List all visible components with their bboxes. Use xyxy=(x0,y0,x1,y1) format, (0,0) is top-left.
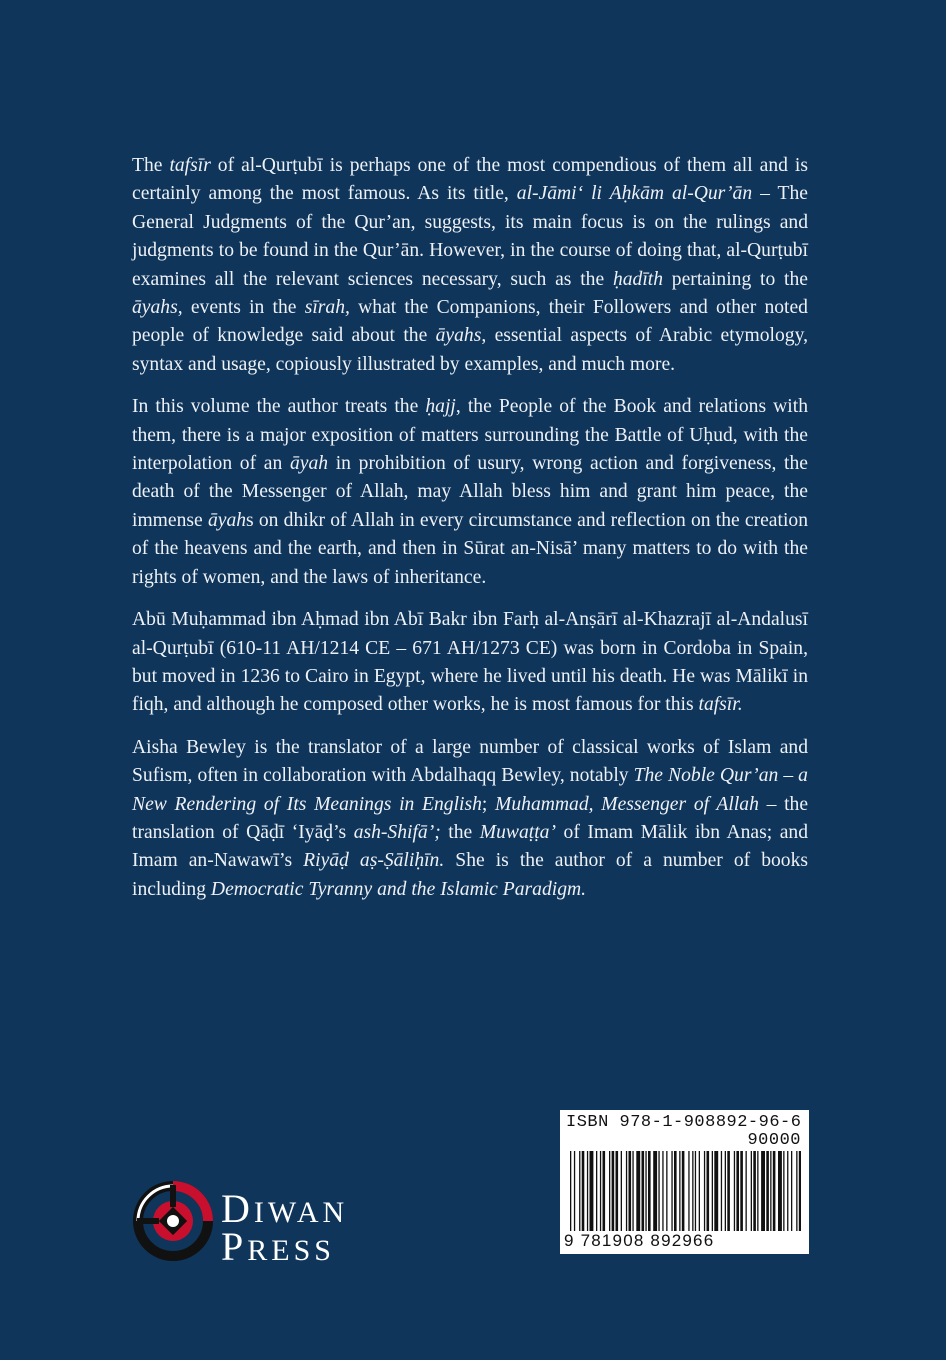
ean-digits: 9 781908 892966 xyxy=(564,1231,715,1250)
barcode-bar xyxy=(666,1151,667,1231)
barcode-bar xyxy=(688,1151,689,1231)
italic-text: ḥajj xyxy=(425,396,456,418)
barcode-bar xyxy=(616,1151,619,1231)
barcode-bar xyxy=(791,1151,792,1231)
barcode-bar xyxy=(582,1151,585,1231)
text-run: , events in the xyxy=(177,297,305,319)
barcode-bar xyxy=(721,1151,722,1231)
barcode-bar xyxy=(648,1151,651,1231)
italic-text: āyah xyxy=(207,509,247,531)
italic-text: ash-Shifā’; xyxy=(353,821,441,843)
barcode-bar xyxy=(783,1151,784,1231)
barcode-bar xyxy=(645,1151,646,1231)
text-run: , essential aspects of Arabic etymology, syntax and usage, copiously illustrated by examples, and much more. xyxy=(132,325,808,375)
barcode-bar xyxy=(699,1151,700,1231)
text-run: s on dhikr of Allah in every circumstance and reflection on the creation of the heavens and the earth, and then in Sūrat an-Nisā’ many matters to do with the rights of women, and the laws of inheritance. xyxy=(132,509,808,588)
text-run: what the Companions, their Followers and other noted people of knowledge said about the xyxy=(132,297,808,347)
barcode-bar xyxy=(621,1151,622,1231)
barcode-bar xyxy=(662,1151,663,1231)
text-run: of Imam Mālik ibn Anas; and Imam an-Nawawī’s xyxy=(132,821,808,872)
barcode-bar xyxy=(570,1151,571,1231)
barcode-bar xyxy=(740,1151,743,1231)
italic-text: tafsīr xyxy=(169,155,211,176)
italic-text: tafsīr. xyxy=(698,694,743,716)
barcode-bar xyxy=(642,1151,645,1231)
barcode-bars xyxy=(568,1151,801,1231)
barcode-bar xyxy=(600,1151,601,1231)
italic-text: ḥadīth xyxy=(612,268,664,290)
isbn-barcode xyxy=(560,1110,809,1254)
barcode-bar xyxy=(596,1151,597,1231)
italic-text: The Noble Qur’an – a New Rendering of Its Meanings in English xyxy=(132,765,808,815)
barcode-bar xyxy=(658,1151,659,1231)
barcode-bar xyxy=(714,1151,718,1231)
barcode-bar xyxy=(609,1151,610,1231)
barcode-bar xyxy=(773,1151,776,1231)
paragraph-tafsir-intro xyxy=(132,152,808,379)
barcode-bar xyxy=(629,1151,632,1231)
text-run: In this volume the author treats the xyxy=(132,396,426,418)
italic-text: āyah xyxy=(289,453,329,475)
barcode-bar xyxy=(692,1151,693,1231)
paragraph-author-biography xyxy=(132,606,808,720)
barcode-bar xyxy=(682,1151,685,1231)
text-run: She is the author of a number of books including xyxy=(132,850,809,900)
barcode-bar xyxy=(761,1151,765,1231)
text-run: Abū Muḥammad ibn Aḥmad ibn Abī Bakr ibn Farḥ al-Anṣārī al-Khazrajī al-Andalusī al-Qurṭubī (610-11 AH/1214 CE – 671 AH/1273 CE) was born in Cordoba in Spain, but moved in 1236 to Cairo in Egypt, where he lived until his death. He was Mālikī in fiqh, and although he composed other works, he is most famous for this xyxy=(132,609,808,716)
italic-text: Riyāḍ aṣ-Ṣāliḥīn. xyxy=(303,850,445,872)
barcode-bar xyxy=(704,1151,705,1231)
price-code: 90000 xyxy=(747,1131,801,1150)
italic-text: Muwaṭṭa’ xyxy=(479,821,556,843)
text-run: of al-Qurṭubī is perhaps one of the most compendious of them all and is certainly among the most famous. As its title, xyxy=(132,155,808,205)
barcode-bar xyxy=(727,1151,730,1231)
italic-text: āyahs xyxy=(132,297,178,319)
barcode-bar xyxy=(679,1151,680,1231)
barcode-bar xyxy=(736,1151,739,1231)
barcode-bar xyxy=(753,1151,756,1231)
barcode-bar xyxy=(770,1151,771,1231)
text-run: The xyxy=(132,155,170,176)
barcode-bar xyxy=(766,1151,769,1231)
barcode-bar xyxy=(746,1151,747,1231)
isbn-number: ISBN 978-1-908892-96-6 xyxy=(566,1113,802,1132)
barcode-bar xyxy=(787,1151,788,1231)
text-run: pertaining to the xyxy=(663,268,808,290)
italic-text: āyahs xyxy=(435,325,482,347)
barcode-bar xyxy=(725,1151,726,1231)
barcode-bar xyxy=(751,1151,752,1231)
barcode-bar xyxy=(612,1151,615,1231)
barcode-bar xyxy=(695,1151,696,1231)
italic-text: Muhammad, Messenger of Allah xyxy=(495,793,759,815)
barcode-bar xyxy=(778,1151,782,1231)
publisher-name-press: PRESS xyxy=(221,1224,335,1269)
barcode-bar xyxy=(707,1151,710,1231)
paragraph-volume-contents xyxy=(132,393,808,592)
text-run: , the People of the Book and relations with them, there is a major exposition of matters surrounding the Battle of Uḥud, with the interpolation of an xyxy=(132,396,808,475)
barcode-bar xyxy=(636,1151,640,1231)
italic-text: sīrah, xyxy=(304,297,350,319)
barcode-bar xyxy=(579,1151,580,1231)
barcode-bar xyxy=(734,1151,735,1231)
text-run: in prohibition of usury, wrong action and forgiveness, the death of the Messenger of Allah, may Allah bless him and grant him peace, the immense xyxy=(132,453,808,531)
barcode-bar xyxy=(587,1151,588,1231)
barcode-bar xyxy=(712,1151,713,1231)
back-cover-description xyxy=(132,152,808,918)
barcode-bar xyxy=(671,1151,672,1231)
italic-text: al-Jāmi‘ li Aḥkām al-Qur’ān xyxy=(516,183,753,205)
barcode-bar xyxy=(796,1151,797,1231)
text-run: Aisha Bewley is the translator of a large number of classical works of Islam and Sufism, often in collaboration with Abdalhaqq Bewley, notably xyxy=(132,736,808,787)
diwan-press-logo-icon xyxy=(133,1181,213,1261)
barcode-bar xyxy=(574,1151,575,1231)
barcode-bar xyxy=(757,1151,758,1231)
barcode-bar xyxy=(799,1151,801,1231)
barcode-bar xyxy=(603,1151,606,1231)
text-run: – The General Judgments of the Qur’an, suggests, its main focus is on the rulings and judgments to be found in the Qur’ān. However, in the course of doing that, al-Qurṭubī examines all the relevant sciences necessary, such as the xyxy=(132,183,808,290)
barcode-bar xyxy=(590,1151,594,1231)
text-run: ; xyxy=(481,793,496,815)
text-run: – the translation of Qāḍī ‘Iyāḍ’s xyxy=(132,793,809,843)
barcode-bar xyxy=(653,1151,657,1231)
barcode-bar xyxy=(674,1151,677,1231)
publisher-name-diwan: DIWAN xyxy=(221,1186,349,1231)
text-run: the xyxy=(440,821,480,843)
paragraph-translator-biography xyxy=(132,734,808,904)
italic-text: Democratic Tyranny and the Islamic Paradigm. xyxy=(210,878,587,900)
barcode-bar xyxy=(632,1151,633,1231)
publisher-logo xyxy=(133,1175,403,1267)
barcode-bar xyxy=(626,1151,627,1231)
